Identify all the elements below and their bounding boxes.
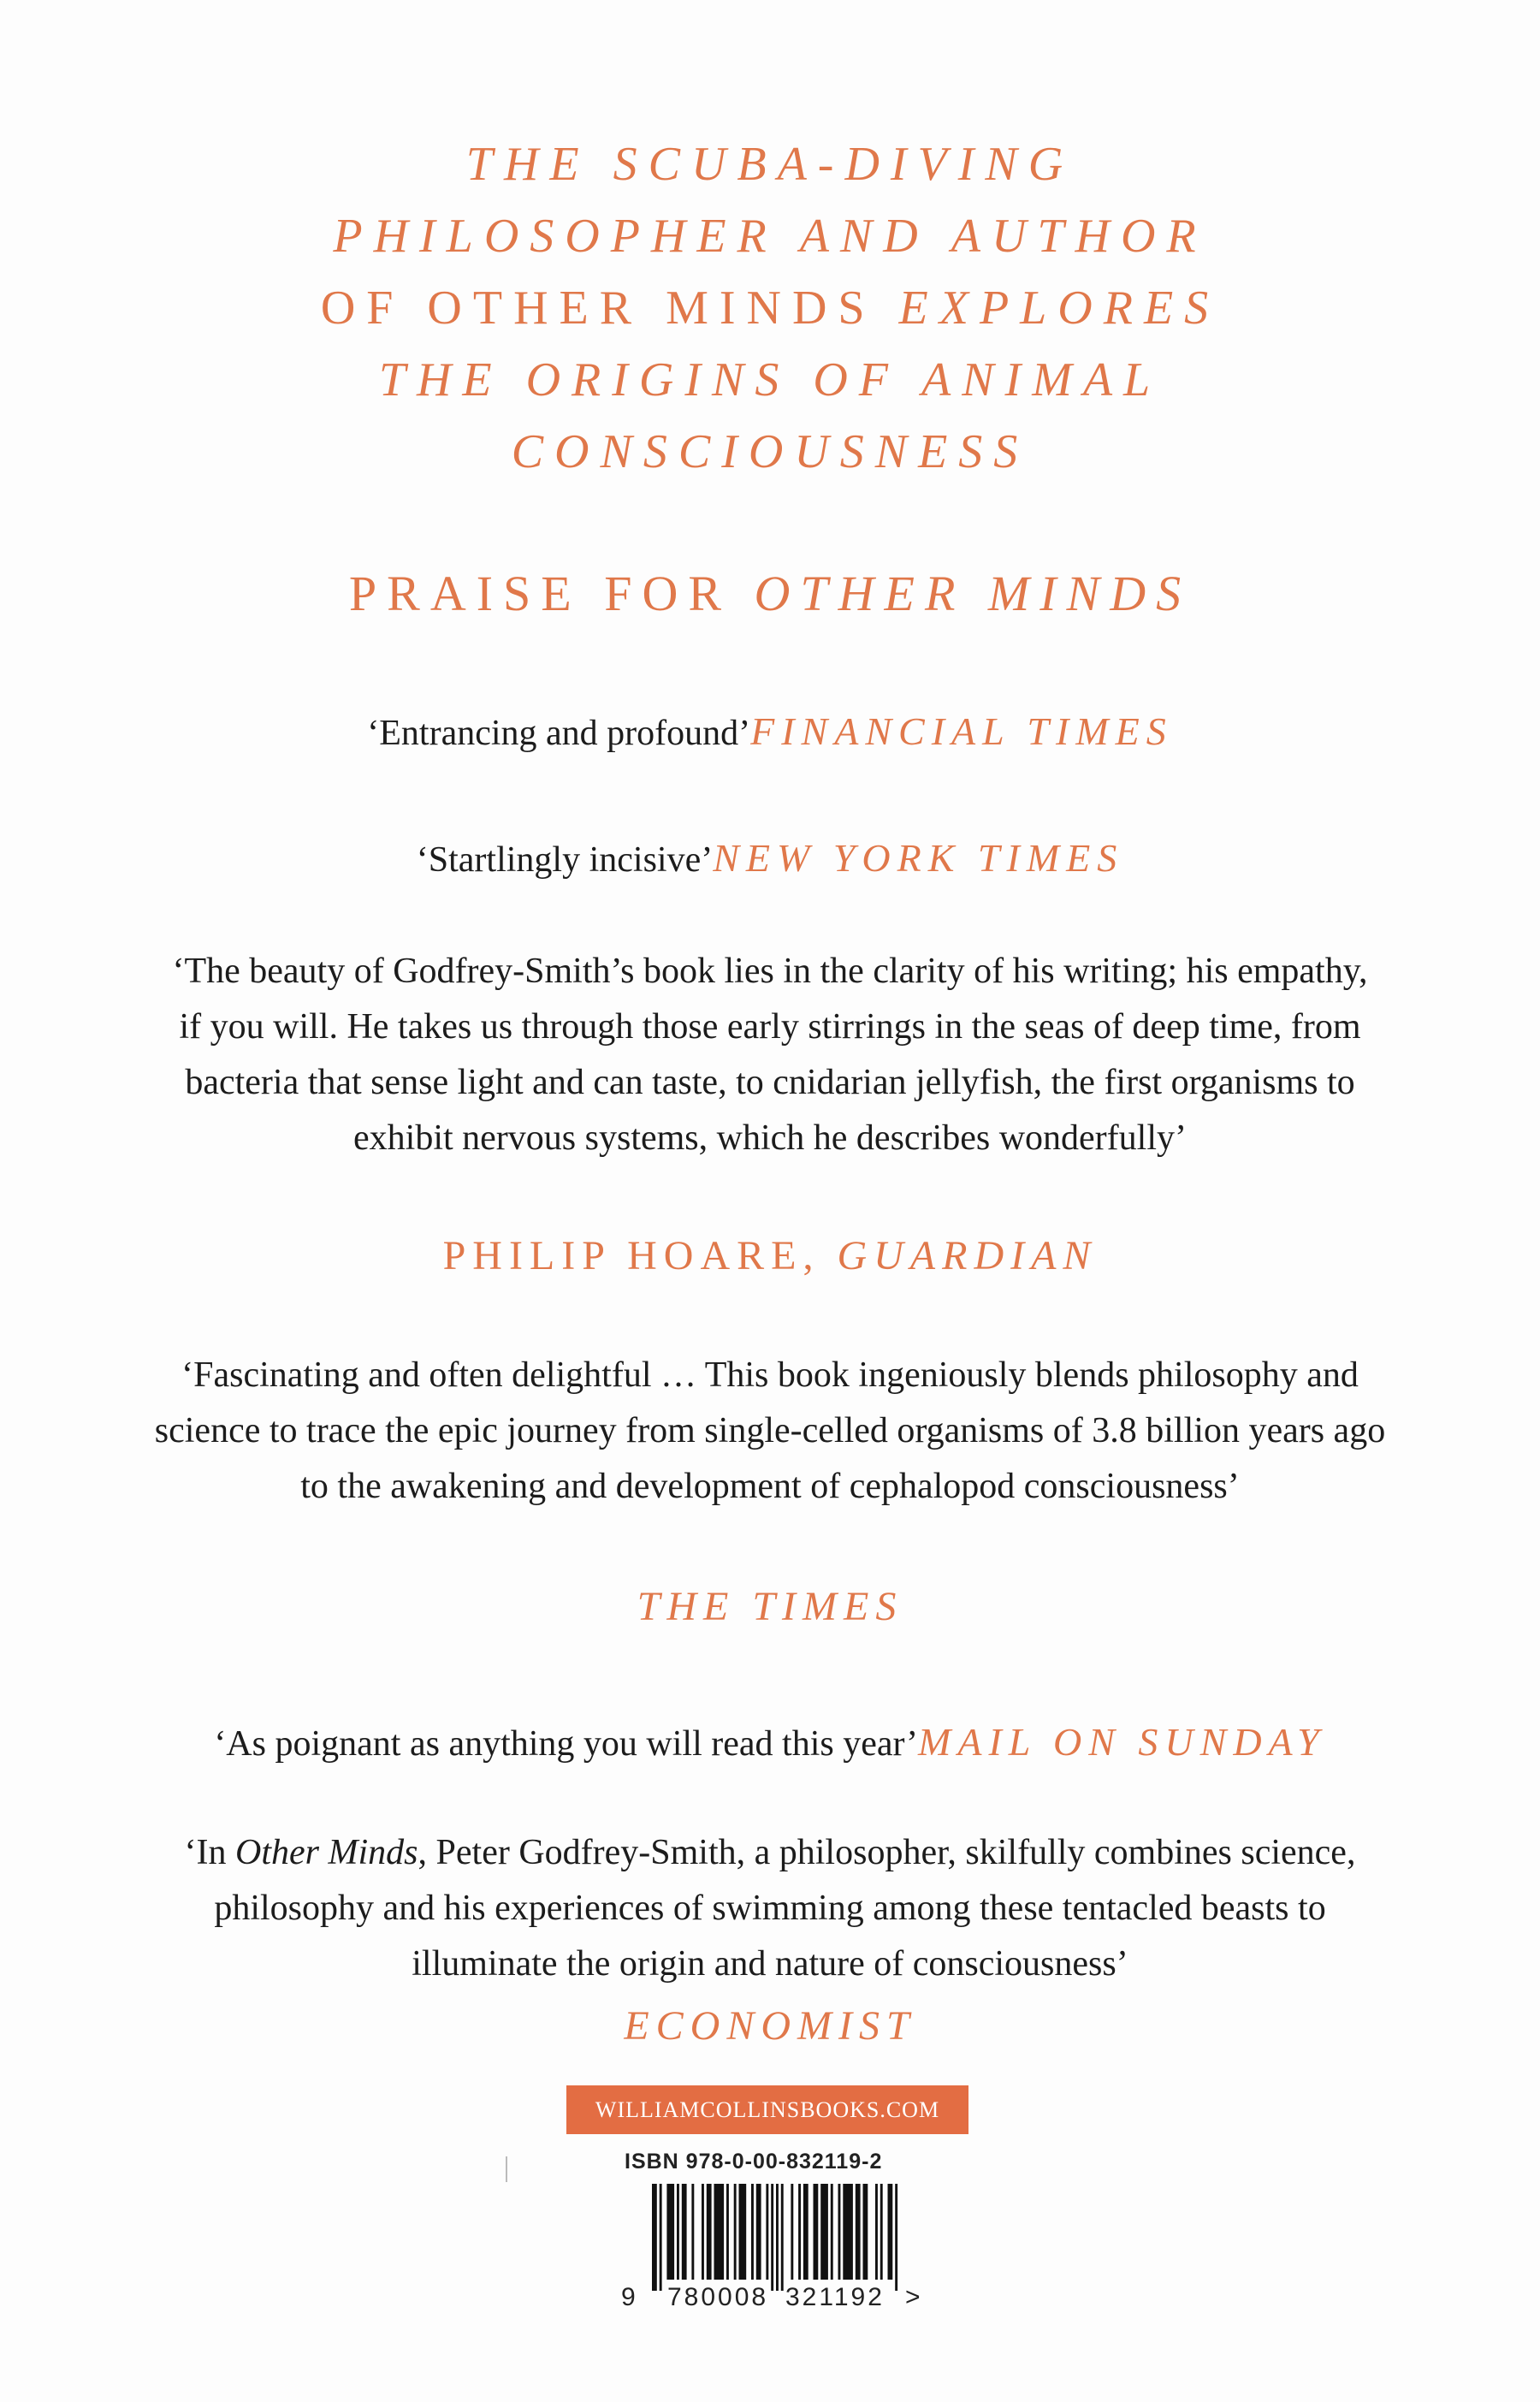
barcode-bar: [756, 2184, 761, 2280]
headline-line-3: [0, 272, 1540, 344]
attribution-economist: [0, 2002, 1540, 2049]
barcode-bar: [734, 2184, 737, 2280]
quote-text: ‘Fascinating and often delightful … This book ingeniously blends philosophy and science to trace the epic journey from single-celled organisms of 3.8 billion years ago to the awakening and development of cephalopod consciousness’: [154, 1355, 1386, 1506]
cover-crease-mark: [506, 2156, 507, 2182]
praise-label: PRAISE FOR: [348, 566, 732, 621]
quote-text: ‘Startlingly incisive’: [416, 840, 714, 880]
quote-the-times: [154, 1348, 1386, 1515]
quote-source: FINANCIAL TIMES: [750, 709, 1173, 753]
barcode-bar: [814, 2184, 819, 2280]
barcode: [652, 2184, 900, 2291]
quote-new-york-times: [154, 830, 1386, 888]
barcode-bar: [803, 2184, 808, 2280]
quote-source: NEW YORK TIMES: [713, 836, 1124, 880]
headline-verb: EXPLORES: [898, 282, 1220, 335]
barcode-bar: [677, 2184, 679, 2280]
quote-mail-on-sunday: [86, 1714, 1454, 1772]
headline-line-4: THE ORIGINS OF ANIMAL: [378, 353, 1162, 406]
barcode-digit-first: 9: [621, 2283, 636, 2311]
attribution-publication: ECONOMIST: [624, 2003, 916, 2049]
headline-line-1: THE SCUBA-DIVING: [465, 138, 1075, 191]
barcode-bar: [766, 2184, 768, 2280]
headline-book-title: OF OTHER MINDS: [320, 282, 876, 335]
barcode-bar: [781, 2184, 784, 2291]
barcode-bar: [702, 2184, 704, 2280]
quote-economist: [154, 1825, 1386, 1992]
attribution-guardian: [0, 1232, 1540, 1279]
barcode-bar: [771, 2184, 773, 2291]
barcode-bar: [888, 2184, 893, 2280]
barcode-bar: [776, 2184, 779, 2291]
quote-text: ‘The beauty of Godfrey-Smith’s book lies in the clarity of his writing; his empathy, if you will. He takes us through those early stirrings in the seas of deep time, from bacteria that sense light and can taste, to cnidarian jellyfish, the first organisms to exhibit nervous systems, which he describes wonderfully’: [172, 952, 1368, 1158]
publisher-website: WILLIAMCOLLINSBOOKS.COM: [566, 2085, 968, 2134]
quote-financial-times: [154, 703, 1386, 762]
barcode-bar: [707, 2184, 712, 2280]
barcode-digits-left: 780008: [667, 2283, 769, 2311]
barcode-bar: [875, 2184, 878, 2280]
quote-text: ‘Entrancing and profound’: [367, 714, 751, 753]
barcode-bar: [838, 2184, 841, 2280]
barcode-bar: [739, 2184, 747, 2280]
attribution-publication: THE TIMES: [637, 1584, 903, 1629]
barcode-bar: [798, 2184, 801, 2280]
attribution-author: PHILIP HOARE,: [442, 1233, 820, 1278]
barcode-bar: [895, 2184, 897, 2291]
barcode-arrow: >: [905, 2283, 921, 2311]
isbn-label: ISBN 978-0-00-832119-2: [625, 2150, 883, 2174]
quote-source: MAIL ON SUNDAY: [918, 1720, 1326, 1764]
barcode-bar: [856, 2184, 861, 2280]
barcode-bar: [880, 2184, 883, 2280]
quote-text-open: ‘In: [184, 1833, 236, 1872]
barcode-bar: [682, 2184, 687, 2280]
barcode-bar: [751, 2184, 754, 2280]
headline-line-5: CONSCIOUSNESS: [511, 425, 1029, 478]
barcode-bar: [843, 2184, 853, 2280]
barcode-digits-right: 321192: [785, 2283, 885, 2311]
attribution-the-times: [0, 1583, 1540, 1630]
praise-book-title: OTHER MINDS: [754, 566, 1192, 621]
barcode-bar: [863, 2184, 868, 2280]
headline-line-2: PHILOSOPHER AND AUTHOR: [333, 210, 1207, 263]
barcode-bar: [666, 2184, 674, 2280]
barcode-bar: [820, 2184, 828, 2280]
quote-guardian: [167, 944, 1373, 1166]
quote-book-title: Other Minds: [235, 1833, 418, 1872]
barcode-bar: [791, 2184, 793, 2280]
barcode-bar: [831, 2184, 833, 2280]
barcode-bar: [714, 2184, 725, 2280]
barcode-bar: [652, 2184, 657, 2291]
barcode-bar: [691, 2184, 694, 2280]
attribution-publication: GUARDIAN: [837, 1233, 1098, 1278]
quote-text: ‘As poignant as anything you will read this year’: [214, 1724, 919, 1764]
praise-heading: [0, 565, 1540, 622]
headline: [0, 128, 1540, 488]
quote-text-rest: , Peter Godfrey-Smith, a philosopher, skilfully combines science, philosophy and his experiences of swimming among these tentacled beasts to illuminate the origin and nature of consciousness’: [214, 1833, 1356, 1984]
barcode-bar: [660, 2184, 662, 2291]
barcode-bar: [726, 2184, 729, 2280]
